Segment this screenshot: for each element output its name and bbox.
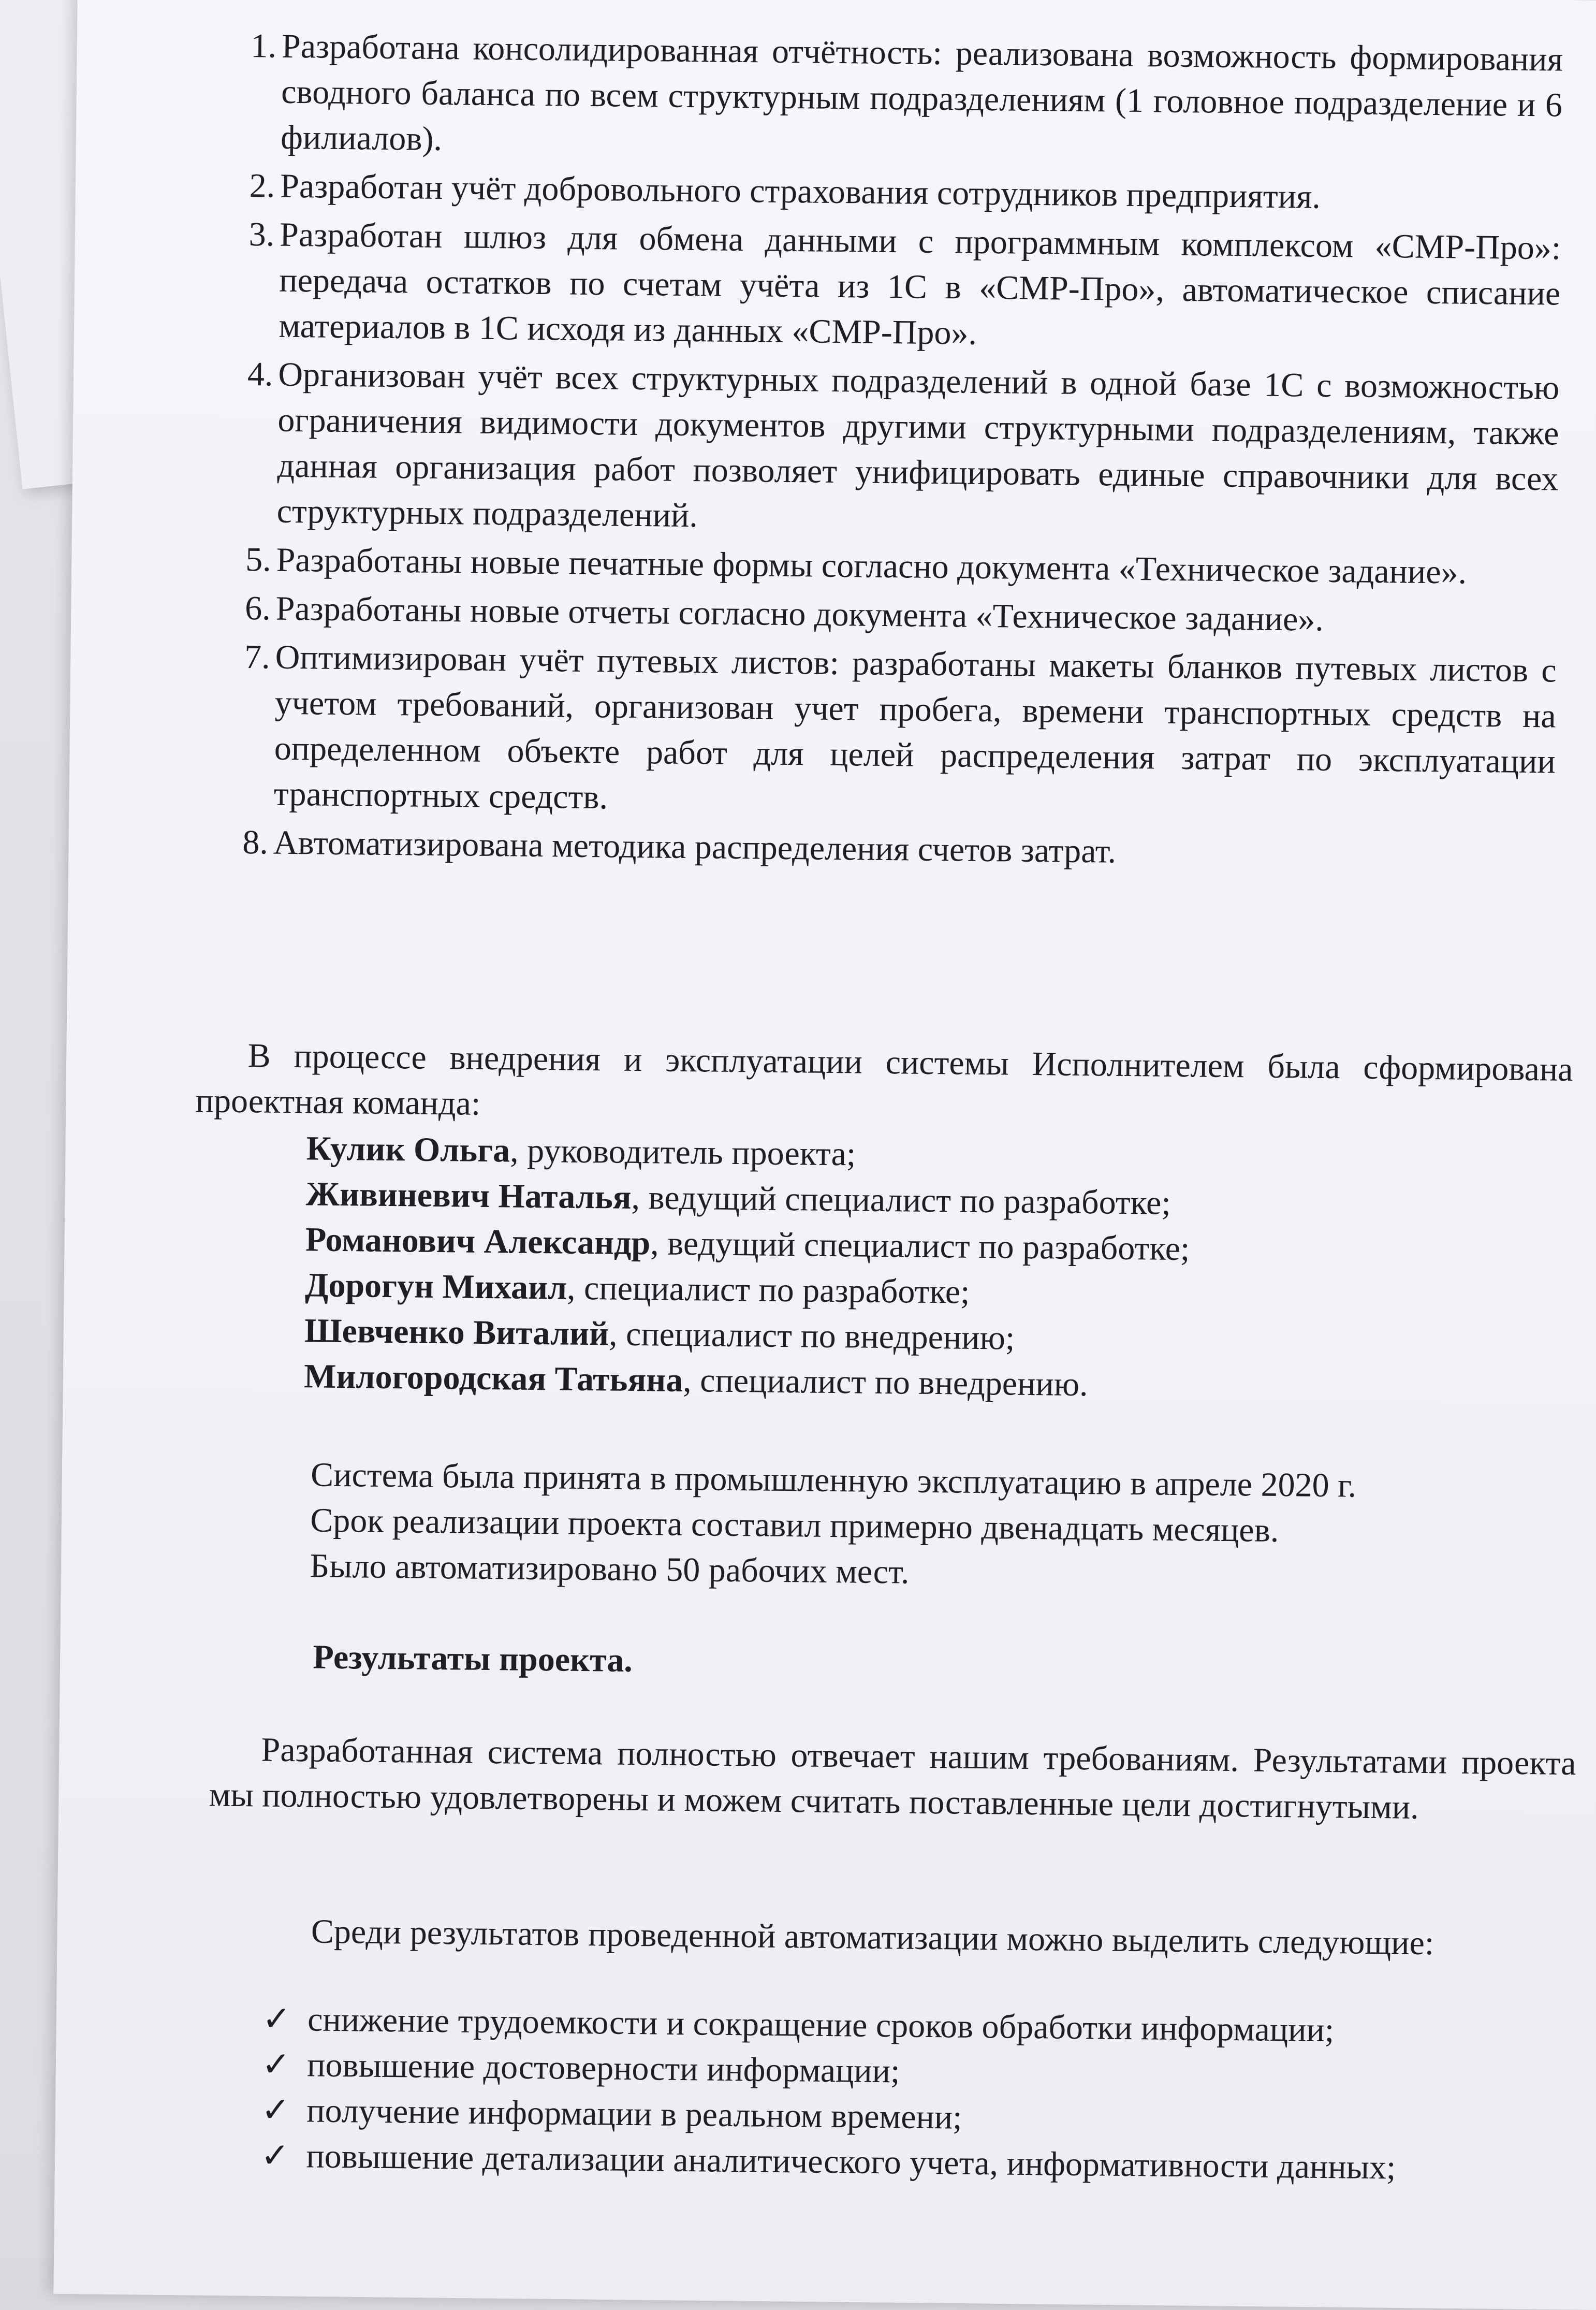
member-name: Шевченко Виталий [304,1312,609,1353]
list-text: Разработаны новые отчеты согласно документа «Техническое задание». [275,589,1324,638]
list-number: 6. [244,589,271,628]
list-number: 5. [245,541,272,579]
fact-line: Было автоматизировано 50 рабочих мест. [309,1547,910,1591]
list-text: Организован учёт всех структурных подразделений в одной базе 1С с возможностью ограничения видимости документов другими структурными подразделениям, также данная организация работ позволяет унифицировать единые справочники для всех структурных подразделений. [276,355,1560,535]
team-intro-paragraph: В процессе внедрения и эксплуатации системы Исполнителем была сформирована проектная команда: [195,1037,1573,1123]
list-item [225,634,1557,831]
list-number: 7. [244,638,271,676]
list-text: Разработаны новые печатные формы согласно документа «Техническое задание». [276,541,1467,591]
checkmark-icon: ✓ [261,2045,291,2084]
member-name: Дорогун Михаил [304,1266,567,1307]
team-list [304,1126,1549,1412]
list-number: 3. [248,215,275,254]
list-number: 8. [242,823,269,862]
list-text: Разработан учёт добровольного страхования сотрудников предприятия. [280,167,1321,216]
checkmark-icon: ✓ [262,2000,291,2039]
member-role: , специалист по разработке; [566,1269,970,1311]
list-number: 4. [247,355,273,394]
member-role: , специалист по внедрению; [608,1315,1015,1357]
list-item [231,23,1563,174]
list-number: 2. [249,167,275,205]
check-text: повышение достоверности информации; [306,2046,900,2090]
results-checklist [257,1996,1574,2192]
member-name: Милогородская Татьяна [303,1357,683,1399]
member-role: , ведущий специалист по разработке; [650,1224,1190,1268]
member-name: Романович Александр [305,1221,651,1262]
member-role: , специалист по внедрению. [682,1361,1088,1404]
fact-line: Срок реализации проекта составил примерно двенадцать месяцев. [310,1501,1279,1550]
list-text: Автоматизирована методика распределения счетов затрат. [273,823,1117,870]
checkmark-icon: ✓ [261,2091,290,2130]
checkmark-icon: ✓ [260,2137,290,2175]
results-paragraph: Разработанная система полностью отвечает нашим требованиям. Результатами проекта мы полностью удовлетворены и можем считать поставленные цели достигнутыми. [209,1731,1576,1826]
member-name: Кулик Ольга [306,1129,510,1170]
check-text: повышение детализации аналитического учета, информативности данных; [306,2137,1396,2187]
list-text: Разработана консолидированная отчётность: реализована возможность формирования сводного баланса по всем структурным подразделениям (1 головное подразделение и 6 филиалов). [280,27,1563,158]
member-role: , руководитель проекта; [509,1131,856,1173]
list-item [227,352,1560,548]
project-facts [310,1452,1554,1602]
list-text: Оптимизирован учёт путевых листов: разработаны макеты бланков путевых листов с учетом требований, организован учет пробега, времени транспортных средств на определенном объекте работ для целей распределения затрат по эксплуатации транспортных средств. [273,638,1557,817]
check-text: снижение трудоемкости и сокращение сроков обработки информации; [307,2000,1335,2050]
list-item [224,820,1555,879]
results-intro: Среди результатов проведенной автоматизации можно выделить следующие: [311,1912,1434,1963]
results-heading: Результаты проекта. [313,1638,633,1679]
member-role: , ведущий специалист по разработке; [631,1178,1172,1222]
list-text: Разработан шлюз для обмена данными с программным комплексом «СМР-Про»: передача остатков по счетам учёта из 1С в «СМР-Про», автоматическое списание материалов в 1С исходя из данных «СМР-Про». [279,215,1561,352]
list-number: 1. [251,27,277,65]
list-item [229,212,1561,362]
numbered-list [224,23,1563,882]
fact-line: Система была принята в промышленную эксплуатацию в апреле 2020 г. [310,1456,1357,1505]
member-name: Живиневич Наталья [305,1175,632,1216]
check-text: получение информации в реальном времени; [306,2091,962,2137]
